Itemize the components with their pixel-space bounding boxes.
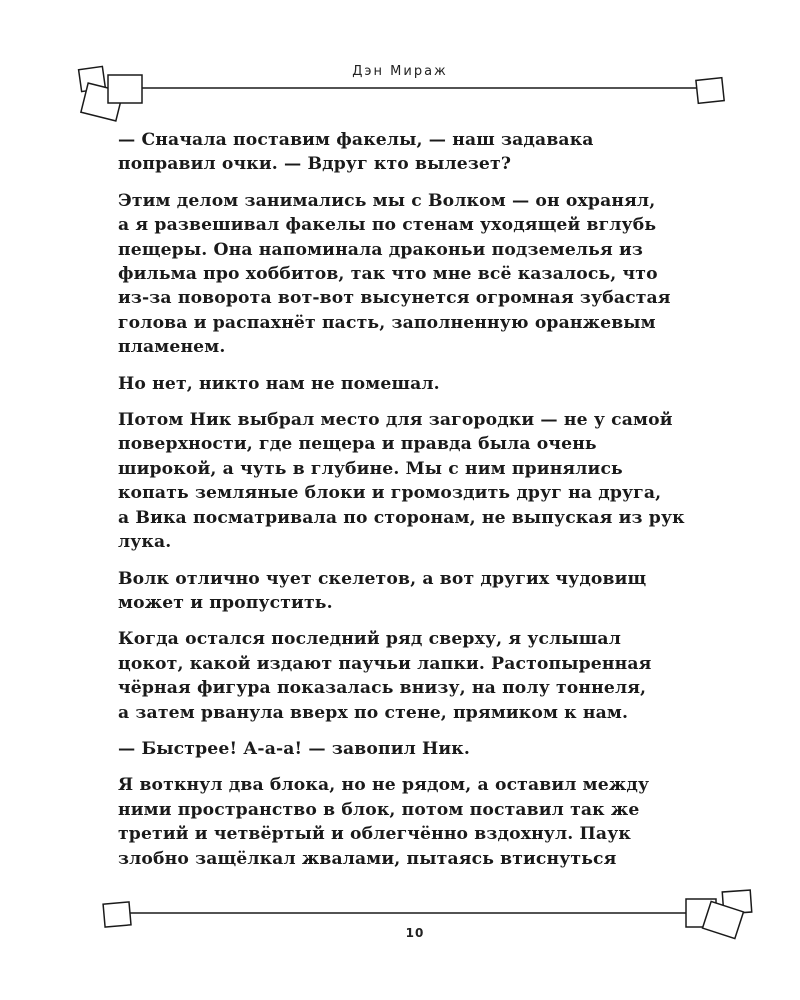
deco-square	[103, 902, 131, 927]
text-line: поверхности, где пещера и правда была очень	[118, 434, 597, 455]
paragraph	[118, 737, 718, 761]
text-line: Этим делом занимались мы с Волком — он охранял,	[118, 190, 656, 211]
text-line: может и пропустить.	[118, 592, 333, 613]
paragraph	[118, 408, 718, 554]
text-line: ними пространство в блок, потом поставил так же	[118, 799, 640, 820]
text-line: злобно защёлкал жвалами, пытаясь втиснуться	[118, 848, 617, 869]
text-line: Но нет, никто нам не помешал.	[118, 373, 440, 394]
text-line: голова и распахнёт пасть, заполненную оранжевым	[118, 312, 656, 333]
text-line: Я воткнул два блока, но не рядом, а оставил между	[118, 775, 650, 796]
text-line: Когда остался последний ряд сверху, я услышал	[118, 629, 621, 650]
deco-square	[696, 78, 724, 104]
text-line: — Сначала поставим факелы, — наш задавака	[118, 130, 594, 150]
paragraph	[118, 189, 718, 360]
text-line: пламенем.	[118, 337, 226, 358]
text-line: третий и четвёртый и облегчённо вздохнул. Паук	[118, 824, 631, 845]
text-line: из-за поворота вот-вот высунется огромная зубастая	[118, 288, 671, 309]
text-line: а Вика посматривала по сторонам, не выпуская из рук	[118, 507, 685, 528]
running-header-author: Дэн Мираж	[352, 64, 448, 79]
text-line: пещеры. Она напоминала драконьи подземелья из	[118, 239, 643, 260]
paragraph	[118, 372, 718, 396]
text-line: а затем рванула вверх по стене, прямиком к нам.	[118, 702, 629, 723]
text-line: — Быстрее! А-а-а! — завопил Ник.	[118, 738, 470, 759]
page-body-text	[118, 128, 718, 883]
page-number: 10	[405, 926, 425, 940]
text-line: поправил очки. — Вдруг кто вылезет?	[118, 154, 512, 175]
text-line: фильма про хоббитов, так что мне всё казалось, что	[118, 264, 658, 285]
paragraph	[118, 627, 718, 725]
paragraph	[118, 567, 718, 616]
text-line: лука.	[118, 532, 172, 553]
paragraph	[118, 773, 718, 871]
deco-square	[722, 890, 751, 914]
text-line: а я развешивал факелы по стенам уходящей вглубь	[118, 215, 657, 236]
deco-square	[686, 899, 716, 927]
text-line: Потом Ник выбрал место для загородки — не у самой	[118, 410, 673, 431]
paragraph	[118, 128, 718, 177]
text-line: копать земляные блоки и громоздить друг на друга,	[118, 483, 662, 504]
text-line: чёрная фигура показалась внизу, на полу тоннеля,	[118, 678, 647, 699]
text-line: Волк отлично чует скелетов, а вот других чудовищ	[118, 568, 647, 589]
deco-square	[108, 75, 142, 103]
text-line: цокот, какой издают паучьи лапки. Растопыренная	[118, 653, 652, 674]
text-line: широкой, а чуть в глубине. Мы с ним принялись	[118, 458, 623, 479]
